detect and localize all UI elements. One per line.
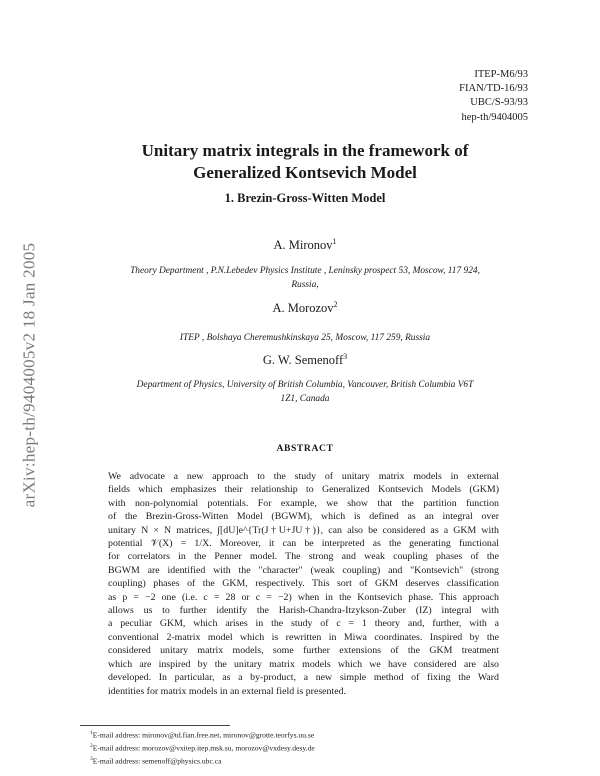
footnote-marker: 3 bbox=[343, 352, 348, 361]
affiliation-itep bbox=[80, 331, 530, 345]
abstract-line: with non-polynomial potentials. For example, we show that the partition function bbox=[108, 497, 499, 509]
title-line: Unitary matrix integrals in the framework of bbox=[141, 141, 469, 160]
author-mironov bbox=[80, 237, 530, 253]
footnotes bbox=[90, 728, 315, 767]
footnote-text: E-mail address: morozov@vxitep.itep.msk.su, morozov@vxdesy.desy.de bbox=[92, 743, 315, 753]
abstract-line: fields which emphasizes their relationship to Generalized Kontsevich Models (GKM) bbox=[108, 484, 499, 496]
footnote-mironov-email bbox=[90, 728, 315, 741]
report-number: FIAN/TD-16/93 bbox=[459, 83, 528, 95]
abstract-line: for correlators in the Penner model. The strong and weak coupling phases of the bbox=[108, 551, 499, 563]
author-name: A. Mironov bbox=[273, 238, 333, 253]
author-morozov bbox=[80, 300, 530, 316]
author-semenoff bbox=[80, 352, 530, 368]
affiliation-line: Theory Department , P.N.Lebedev Physics Institute , Leninsky prospect 53, Moscow, 117 924, bbox=[130, 266, 480, 276]
affiliation-ubc bbox=[80, 378, 530, 406]
paper-title bbox=[80, 140, 530, 184]
footnote-marker: 2 bbox=[90, 742, 93, 749]
affiliation-line: Department of Physics, University of British Columbia, Vancouver, British Columbia V6T bbox=[136, 380, 474, 390]
author-name: G. W. Semenoff bbox=[262, 353, 344, 368]
report-number: hep-th/9404005 bbox=[461, 111, 528, 123]
abstract-line: a peculiar GKM, which arises in the study of c = 1 theory and, further, with a bbox=[108, 618, 499, 630]
footnote-marker: 3 bbox=[90, 755, 93, 762]
abstract-line: coupling) phases of the GKM, respectively. This sort of GKM deserves classification bbox=[108, 578, 499, 590]
footnote-marker: 1 bbox=[332, 237, 337, 246]
abstract-line: of the Brezin-Gross-Witten Model (BGWM), which is defined as an integral over bbox=[108, 511, 499, 523]
abstract-line: as p = −2 one (i.e. c = 28 or c = −2) when in the Kontsevich phase. This approach bbox=[108, 591, 499, 603]
affiliation-line: 1Z1, Canada bbox=[280, 394, 330, 404]
abstract-line: potential 𝒱(X) = 1/X. Moreover, it can be interpreted as the generating functional bbox=[108, 538, 499, 550]
arxiv-identifier: arXiv:hep-th/9404005v2 18 Jan 2005 bbox=[19, 242, 39, 508]
author-name: A. Morozov bbox=[272, 301, 334, 316]
report-number: ITEP-M6/93 bbox=[474, 69, 528, 80]
abstract-body bbox=[108, 470, 499, 698]
abstract-heading: ABSTRACT bbox=[276, 443, 334, 454]
abstract-line: We advocate a new approach to the study of unitary matrix models in external bbox=[108, 471, 499, 482]
abstract-line: unitary N × N matrices, ∫[dU]e^{Tr(J†U+JU†)}, can also be considered as a GKM with bbox=[108, 524, 499, 536]
title-line: Generalized Kontsevich Model bbox=[193, 163, 417, 182]
footnote-text: E-mail address: mironov@td.fian.free.net, mironov@grotte.teorfys.uu.se bbox=[92, 730, 315, 740]
abstract-line: considered unitary matrix models, some further extensions of the GKM treatment bbox=[108, 645, 499, 657]
abstract-line: BGWM are identified with the "character" (weak coupling) and "Kontsevich" (strong bbox=[108, 564, 499, 576]
footnote-marker: 2 bbox=[333, 300, 338, 309]
paper-subtitle: 1. Brezin-Gross-Witten Model bbox=[224, 191, 386, 205]
abstract-line: identities for matrix models in an external field is presented. bbox=[108, 685, 347, 697]
abstract-line: conventional 2-matrix model which is rewritten in Miwa coordinates. Inspired by the bbox=[108, 631, 499, 643]
footnote-text: E-mail address: semenoff@physics.ubc.ca bbox=[92, 756, 222, 766]
report-number: UBC/S-93/93 bbox=[470, 97, 528, 109]
arxiv-stamp bbox=[14, 210, 44, 540]
abstract-line: which are inspired by the unitary matrix models which we have considered are also bbox=[108, 658, 499, 670]
affiliation-line: Russia, bbox=[291, 280, 319, 290]
footnote-marker: 1 bbox=[90, 730, 93, 736]
affiliation-lebedev bbox=[80, 264, 530, 292]
affiliation-line: ITEP , Bolshaya Cheremushkinskaya 25, Moscow, 117 259, Russia bbox=[179, 333, 431, 343]
footnote-semenoff-email bbox=[90, 754, 315, 767]
footnote-morozov-email bbox=[90, 741, 315, 754]
footnote-divider bbox=[80, 725, 230, 726]
abstract-line: allows us to further identify the Harish-Chandra-Itzykson-Zuber (IZ) integral with bbox=[108, 605, 499, 617]
report-numbers bbox=[459, 68, 528, 125]
abstract-line: developed. In particular, as a by-product, a new simple method of fixing the Ward bbox=[108, 672, 499, 684]
